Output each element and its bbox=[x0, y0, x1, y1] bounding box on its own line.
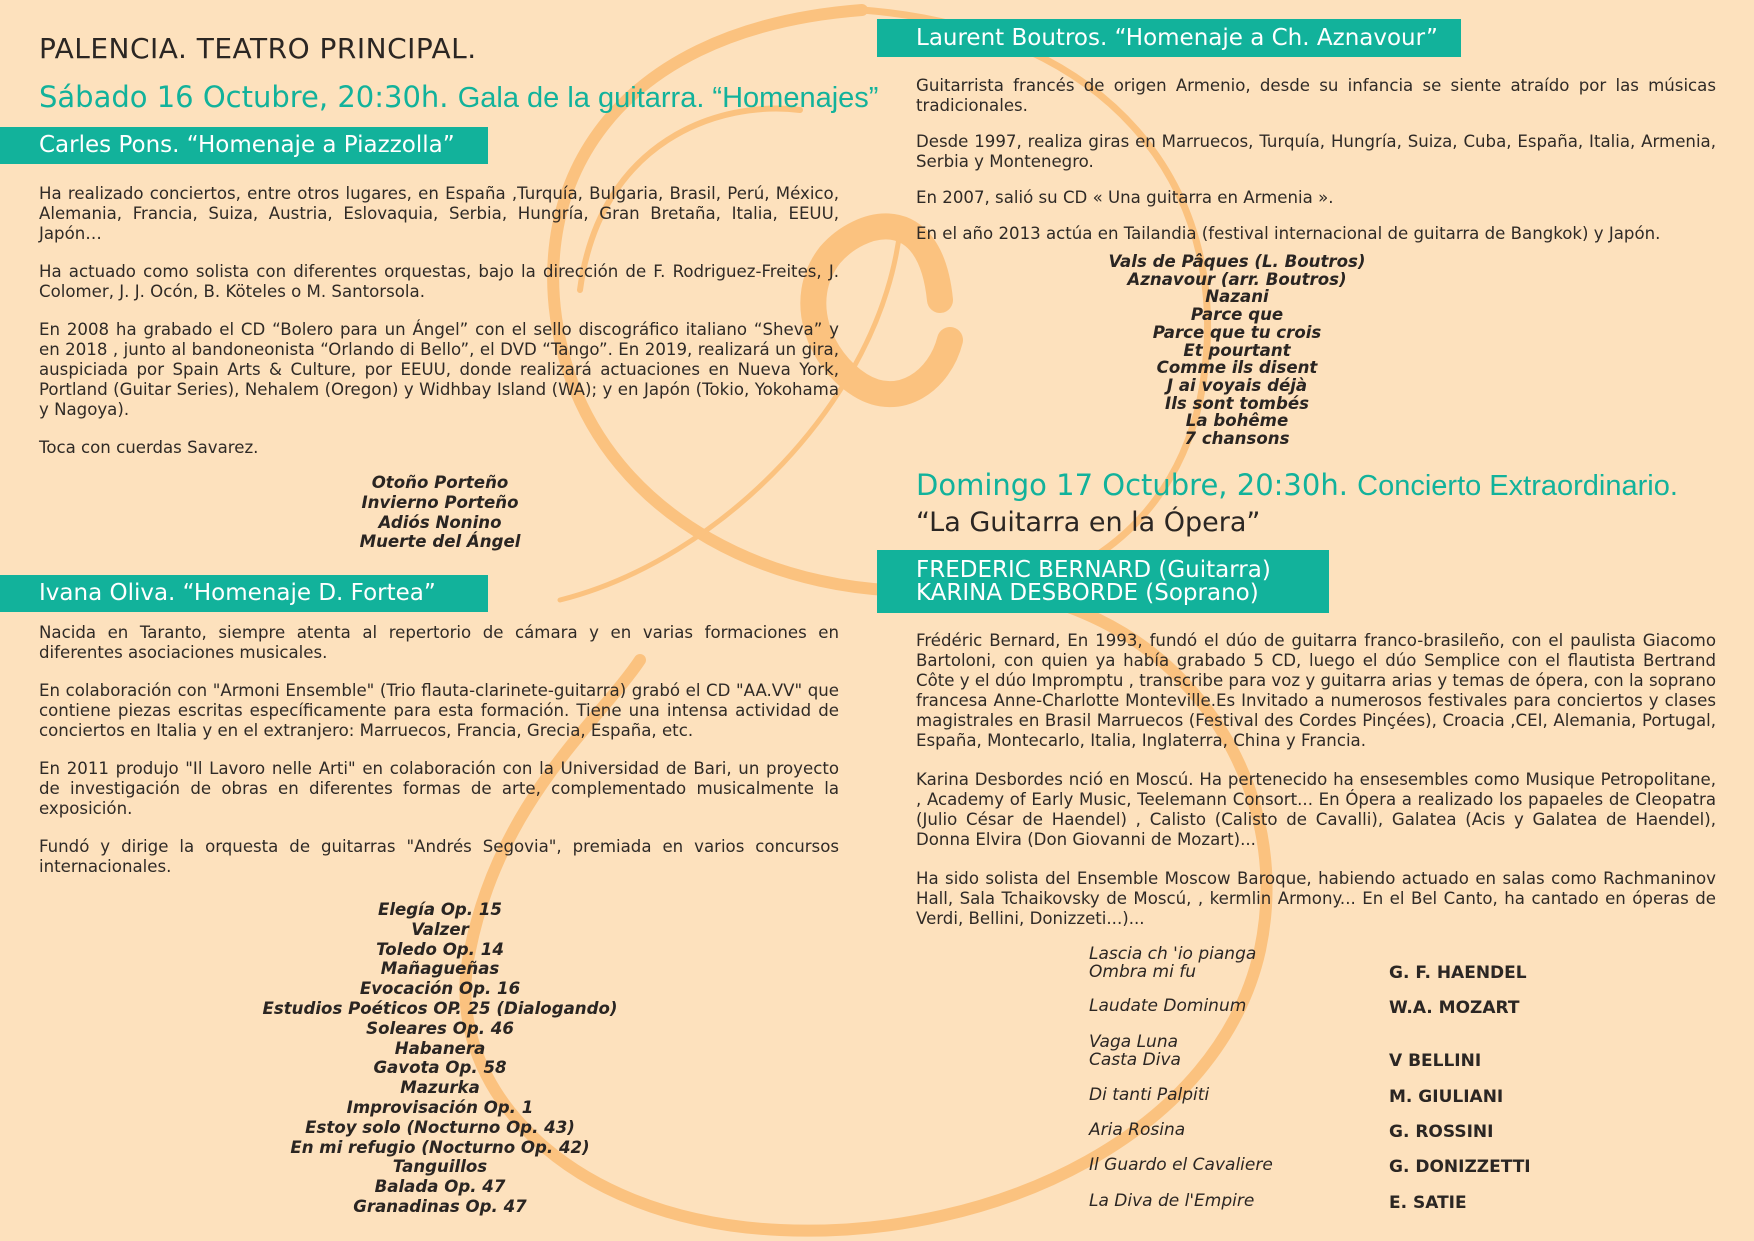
boutros-paragraph: En el año 2013 actúa en Tailandia (festival internacional de guitarra de Bangkok) y Japón. bbox=[916, 224, 1661, 243]
program-item: Parce que bbox=[1190, 305, 1284, 325]
venue-title: PALENCIA. TEATRO PRINCIPAL. bbox=[39, 32, 477, 65]
program-item: Granadinas Op. 47 bbox=[353, 1196, 527, 1216]
opera-composer: E. SATIE bbox=[1389, 1193, 1467, 1213]
saturday-date: Sábado 16 Octubre, 20:30h. bbox=[39, 80, 449, 114]
oliva-paragraph: En 2011 produjo "Il Lavoro nelle Arti" en colaboración con la Universidad de Bari, un proyecto de investigación de obras en diferentes formas de arte, complementado musicalmente la exposición. bbox=[39, 759, 839, 818]
sunday-heading bbox=[916, 469, 1678, 503]
opera-work: Il Guardo el Cavaliere bbox=[1089, 1155, 1273, 1175]
program-item: Tanguillos bbox=[392, 1157, 488, 1177]
opera-works bbox=[1089, 998, 1246, 1016]
program-item: Soleares Op. 46 bbox=[366, 1018, 514, 1038]
program-item: Et pourtant bbox=[1183, 340, 1291, 360]
program-item: Comme ils disent bbox=[1156, 358, 1318, 378]
pons-paragraph: En 2008 ha grabado el CD “Bolero para un Ángel” con el sello discográfico italiano “Sheva” y en 2018 , junto al bandoneonista “Orlando di Bello”, el DVD “Tango”. En 2019, realizará un gira, auspiciada por Spain Arts & Culture, por EEUU, donde realizará actuaciones en Nueva York, Portland (Guitar Series), Nehalem (Oregon) y Widhbay Island (WA); y en Japón (Tokio, Yokohama y Nagoya). bbox=[39, 320, 839, 419]
opera-work: Vaga Luna bbox=[1089, 1032, 1179, 1052]
boutros-paragraph: Guitarrista francés de origen Armenio, desde su infancia se siente atraído por las músicas tradicionales. bbox=[916, 76, 1716, 115]
opera-composer: W.A. MOZART bbox=[1389, 998, 1520, 1018]
opera-works bbox=[1089, 1122, 1185, 1140]
program-item: En mi refugio (Nocturno Op. 42) bbox=[290, 1137, 590, 1157]
program-item: J ai voyais déjà bbox=[1166, 375, 1308, 395]
pons-paragraph: Ha actuado como solista con diferentes orquestas, bajo la dirección de F. Rodriguez-Freites, J. Colomer, J. J. Ocón, B. Köteles o M. Santorsola. bbox=[39, 262, 839, 301]
program-item: Mañagueñas bbox=[380, 959, 500, 979]
program-item: Ils sont tombés bbox=[1165, 393, 1309, 413]
oliva-paragraph: En colaboración con "Armoni Ensemble" (Trio flauta-clarinete-guitarra) grabó el CD "AA.VV" que contiene piezas escritas específicamente para esta formación. Tiene una intensa actividad de conciertos en Italia y en el extranjero: Marruecos, Francia, Grecia, España, etc. bbox=[39, 681, 839, 740]
program-item: Muerte del Ángel bbox=[359, 532, 521, 552]
program-item: Habanera bbox=[394, 1038, 486, 1058]
program-item: Nazani bbox=[1205, 287, 1269, 307]
saturday-event: Gala de la guitarra. “Homenajes” bbox=[457, 82, 879, 114]
sunday-event: Concierto Extraordinario. bbox=[1357, 470, 1678, 502]
bernard-header-line: FREDERIC BERNARD (Guitarra) bbox=[916, 556, 1271, 583]
opera-works bbox=[1089, 1087, 1209, 1105]
pons-program bbox=[240, 473, 640, 552]
opera-composer: G. F. HAENDEL bbox=[1389, 963, 1527, 983]
opera-work: Ombra mi fu bbox=[1089, 961, 1196, 982]
program-item: Mazurka bbox=[400, 1078, 480, 1098]
program-item: Estudios Poéticos OP. 25 (Dialogando) bbox=[262, 998, 618, 1018]
bernard-paragraph: Karina Desbordes nció en Moscú. Ha pertenecido ha ensesembles como Musique Petropolitane, , Academy of Early Music, Teelemann Consort... En Ópera a realizado los papaeles de Cleopatra (Julio César de Haendel) , Calisto (Calisto de Cavalli), Galatea (Acis y Galatea de Haendel), Donna Elvira (Don Giovanni de Mozart)... bbox=[916, 770, 1716, 849]
program-item: Otoño Porteño bbox=[371, 473, 509, 492]
oliva-paragraph: Nacida en Taranto, siempre atenta al repertorio de cámara y en varias formaciones en diferentes asociaciones musicales. bbox=[39, 623, 839, 662]
pons-bio bbox=[39, 184, 839, 458]
program-item: Evocación Op. 16 bbox=[359, 979, 521, 999]
opera-composer: V BELLINI bbox=[1389, 1051, 1482, 1071]
opera-work: Di tanti Palpiti bbox=[1089, 1085, 1210, 1105]
program-item: La bohême bbox=[1185, 411, 1289, 431]
pons-paragraph: Ha realizado conciertos, entre otros lugares, en España ,Turquía, Bulgaria, Brasil, Perú, México, Alemania, Francia, Suiza, Austria, Eslovaquia, Serbia, Hungría, Gran Bretaña, Italia, EEUU, Japón… bbox=[39, 184, 839, 243]
opera-program bbox=[1089, 946, 1649, 1226]
opera-work: Lascia ch 'io pianga bbox=[1089, 944, 1257, 964]
oliva-bio bbox=[39, 623, 839, 877]
opera-composer: G. ROSSINI bbox=[1389, 1122, 1494, 1142]
oliva-paragraph: Fundó y dirige la orquesta de guitarras "Andrés Segovia", premiada en varios concursos internacionales. bbox=[39, 837, 839, 876]
oliva-header: Ivana Oliva. “Homenaje D. Fortea” bbox=[0, 575, 488, 612]
program-item: Valzer bbox=[411, 919, 469, 939]
opera-works bbox=[1089, 946, 1256, 981]
program-item: Elegía Op. 15 bbox=[378, 900, 502, 919]
program-item: Aznavour (arr. Boutros) bbox=[1127, 269, 1347, 289]
opera-composer: M. GIULIANI bbox=[1389, 1087, 1504, 1107]
program-item: Gavota Op. 58 bbox=[373, 1058, 507, 1078]
boutros-paragraph: En 2007, salió su CD « Una guitarra en Armenia ». bbox=[916, 188, 1334, 207]
oliva-program bbox=[190, 900, 690, 1217]
opera-composer: G. DONIZZETTI bbox=[1389, 1157, 1531, 1177]
program-item: Improvisación Op. 1 bbox=[346, 1097, 534, 1117]
boutros-program bbox=[1037, 253, 1437, 448]
boutros-paragraph: Desde 1997, realiza giras en Marruecos, Turquía, Hungría, Suiza, Cuba, España, Italia, Armenia, Serbia y Montenegro. bbox=[916, 132, 1716, 171]
boutros-header: Laurent Boutros. “Homenaje a Ch. Aznavour” bbox=[877, 19, 1461, 57]
bernard-bio bbox=[916, 631, 1716, 929]
bernard-paragraph: Frédéric Bernard, En 1993, fundó el dúo de guitarra franco-brasileño, con el paulista Giacomo Bartoloni, con quien ya había grabado 5 CD, luego el dúo Semplice con el flautista Bertrand Côte y el dúo Impromptu , transcribe para voz y guitarra arias y temas de ópera, con la soprano francesa Anne-Charlotte Monteville.Es Invitado a numerosos festivales para conciertos y clases magistrales en Brasil Marruecos (Festival des Cordes Pinçées), Croacia ,CEI, Alemania, Portugal, España, Montecarlo, Italia, Inglaterra, China y Francia. bbox=[916, 631, 1716, 750]
bernard-paragraph: Ha sido solista del Ensemble Moscow Baroque, habiendo actuado en salas como Rachmaninov Hall, Sala Tchaikovsky de Moscú, , kermlin Armony... En el Bel Canto, ha cantado en óperas de Verdi, Bellini, Donizzeti...)... bbox=[916, 869, 1716, 928]
opera-work: Laudate Dominum bbox=[1089, 996, 1247, 1016]
sunday-date: Domingo 17 Octubre, 20:30h. bbox=[916, 468, 1348, 502]
opera-works bbox=[1089, 1193, 1254, 1211]
opera-work: La Diva de l'Empire bbox=[1089, 1191, 1255, 1211]
pons-paragraph: Toca con cuerdas Savarez. bbox=[39, 438, 259, 457]
opera-works bbox=[1089, 1157, 1273, 1175]
program-item: Adiós Nonino bbox=[378, 512, 502, 532]
pons-header: Carles Pons. “Homenaje a Piazzolla” bbox=[0, 127, 488, 164]
opera-work: Casta Diva bbox=[1089, 1049, 1181, 1070]
bernard-header-line: KARINA DESBORDE (Soprano) bbox=[916, 579, 1259, 606]
program-item: Vals de Pâques (L. Boutros) bbox=[1108, 252, 1366, 271]
program-item: Parce que tu crois bbox=[1152, 322, 1322, 342]
program-item: Invierno Porteño bbox=[361, 492, 519, 512]
program-item: 7 chansons bbox=[1184, 429, 1290, 449]
program-item: Estoy solo (Nocturno Op. 43) bbox=[305, 1117, 575, 1137]
boutros-bio bbox=[916, 76, 1716, 244]
bernard-header bbox=[877, 550, 1329, 613]
opera-works bbox=[1089, 1034, 1181, 1069]
program-item: Balada Op. 47 bbox=[374, 1177, 506, 1197]
saturday-heading bbox=[39, 81, 878, 115]
sunday-title: “La Guitarra en la Ópera” bbox=[916, 507, 1261, 538]
program-item: Toledo Op. 14 bbox=[376, 939, 504, 959]
opera-work: Aria Rosina bbox=[1089, 1120, 1186, 1140]
